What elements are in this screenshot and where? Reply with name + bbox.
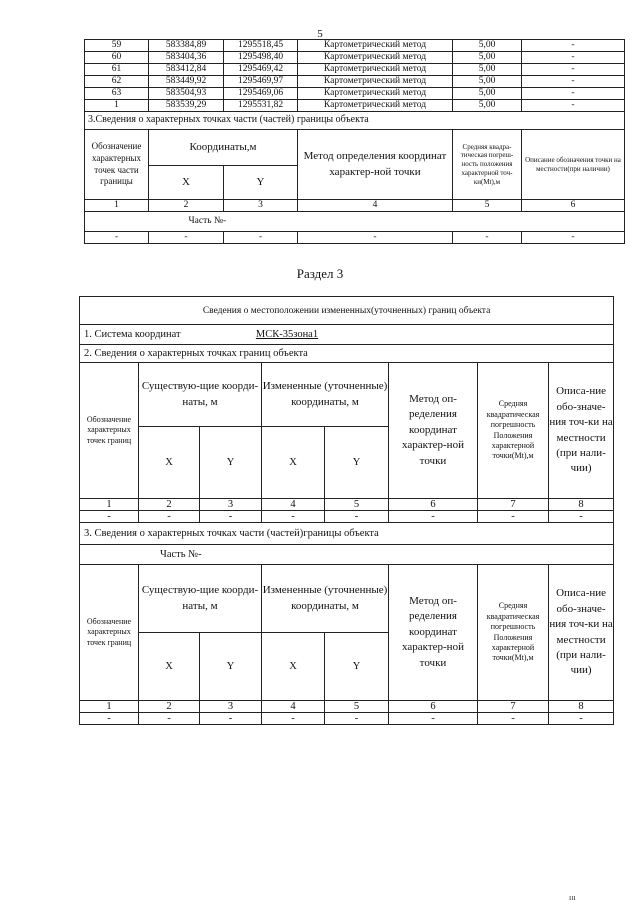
dash-cell: - [139, 713, 200, 725]
table-row [85, 100, 625, 112]
dash-cell: - [298, 232, 453, 244]
header-method: Метод оп-ределения координат характер-ной точки [389, 565, 478, 701]
header-description: Описание обозначения точки на местности(при наличии) [522, 130, 625, 200]
dash-cell: - [389, 713, 478, 725]
cell-mt: 5,00 [453, 88, 522, 100]
col-num: 4 [262, 499, 325, 511]
header-mt: Средняя квадратическая погрешность Положения характерной точки(Мt),м [478, 363, 549, 499]
dash-cell: - [453, 232, 522, 244]
dash-cell: - [478, 511, 549, 523]
section-heading: Раздел 3 [296, 266, 344, 281]
header-y: Y [200, 633, 262, 701]
cell-mt: 5,00 [453, 40, 522, 52]
header-method: Метод оп-ределения координат характер-ной точки [389, 363, 478, 499]
header-x: X [262, 633, 325, 701]
cell-desc: - [522, 64, 625, 76]
cell-desc: - [522, 88, 625, 100]
col-num: 1 [80, 701, 139, 713]
cell-y: 1295469,42 [224, 64, 298, 76]
dash-cell: - [80, 713, 139, 725]
cell-method: Картометрический метод [298, 64, 453, 76]
dash-cell: - [549, 713, 614, 725]
dash-cell: - [200, 713, 262, 725]
cell-x: 583384,89 [149, 40, 224, 52]
cell-n: 61 [85, 64, 149, 76]
cell-x: 583404,36 [149, 52, 224, 64]
dash-cell: - [522, 232, 625, 244]
dash-cell: - [262, 713, 325, 725]
header-x: X [139, 427, 200, 499]
cell-method: Картометрический метод [298, 40, 453, 52]
table-row [85, 76, 625, 88]
table-row [85, 88, 625, 100]
col-num: 7 [478, 701, 549, 713]
header-y: Y [325, 427, 389, 499]
dash-cell: - [80, 511, 139, 523]
page-number: 5 [317, 28, 323, 40]
header-coordinates: Координаты,м [149, 130, 298, 166]
header-description: Описа-ние обо-значе-ния точ-ки на местности (при нали-чии) [549, 565, 614, 701]
col-num: 4 [262, 701, 325, 713]
dash-cell: - [549, 511, 614, 523]
dash-cell: - [139, 511, 200, 523]
header-x: X [139, 633, 200, 701]
cell-method: Картометрический метод [298, 76, 453, 88]
header-x: X [262, 427, 325, 499]
cell-mt: 5,00 [453, 76, 522, 88]
cell-mt: 5,00 [453, 52, 522, 64]
cell-desc: - [522, 40, 625, 52]
footer-mark: ııı [569, 893, 576, 902]
section3-title: 3.Сведения о характерных точках части (частей) границы объекта [85, 112, 625, 130]
cell-y: 1295498,40 [224, 52, 298, 64]
cell-y: 1295469,97 [224, 76, 298, 88]
col-num: 3 [200, 499, 262, 511]
dash-cell: - [325, 511, 389, 523]
table-row [85, 52, 625, 64]
cell-n: 59 [85, 40, 149, 52]
dash-cell: - [85, 232, 149, 244]
characteristic-points-table [84, 39, 625, 244]
cell-mt: 5,00 [453, 100, 522, 112]
cell-method: Картометрический метод [298, 100, 453, 112]
cell-n: 60 [85, 52, 149, 64]
col-num: 2 [149, 200, 224, 212]
part-label: Часть №- [80, 545, 614, 565]
dash-cell: - [224, 232, 298, 244]
cell-n: 63 [85, 88, 149, 100]
col-num: 6 [389, 701, 478, 713]
section2-title: 2. Сведения о характерных точках границ объекта [80, 345, 614, 363]
cell-x: 583539,29 [149, 100, 224, 112]
dash-cell: - [149, 232, 224, 244]
dash-cell: - [478, 713, 549, 725]
col-num: 6 [389, 499, 478, 511]
cell-x: 583449,92 [149, 76, 224, 88]
coordinate-system-row [80, 325, 614, 345]
col-num: 2 [139, 499, 200, 511]
cell-n: 1 [85, 100, 149, 112]
header-y: Y [200, 427, 262, 499]
header-mt: Средняя квадратическая погрешность Положения характерной точки(Мt),м [478, 565, 549, 701]
cell-mt: 5,00 [453, 64, 522, 76]
coordinate-system-label: 1. Система координат [84, 329, 181, 340]
cell-desc: - [522, 52, 625, 64]
changed-boundaries-table [79, 296, 614, 725]
col-num: 3 [224, 200, 298, 212]
cell-method: Картометрический метод [298, 52, 453, 64]
header-oboznachenie: Обозначение характерных точек части границы [85, 130, 149, 200]
col-num: 4 [298, 200, 453, 212]
header-y: Y [224, 166, 298, 200]
col-num: 1 [85, 200, 149, 212]
header-oboznachenie: Обозначение характерных точек границ [80, 363, 139, 499]
col-num: 8 [549, 499, 614, 511]
col-num: 5 [325, 499, 389, 511]
coordinate-system-value: МСК-35зона1 [255, 329, 319, 340]
table-title: Сведения о местоположении измененных(уточненных) границ объекта [80, 297, 614, 325]
dash-cell: - [389, 511, 478, 523]
header-existing-coords: Существую-щие коорди-наты, м [139, 363, 262, 427]
col-num: 5 [325, 701, 389, 713]
header-method: Метод определения координат характер-ной точки [298, 130, 453, 200]
col-num: 5 [453, 200, 522, 212]
cell-y: 1295469,06 [224, 88, 298, 100]
table-row [85, 64, 625, 76]
col-num: 2 [139, 701, 200, 713]
header-oboznachenie: Обозначение характерных точек границ [80, 565, 139, 701]
col-num: 1 [80, 499, 139, 511]
header-mt: Средняя квадра-тическая погреш-ность положения характерной точ-ки(Мt),м [453, 130, 522, 200]
cell-y: 1295531,82 [224, 100, 298, 112]
cell-method: Картометрический метод [298, 88, 453, 100]
header-existing-coords: Существую-щие коорди-наты, м [139, 565, 262, 633]
header-y: Y [325, 633, 389, 701]
col-num: 3 [200, 701, 262, 713]
dash-cell: - [325, 713, 389, 725]
dash-cell: - [200, 511, 262, 523]
header-changed-coords: Измененные (уточненные) координаты, м [262, 565, 389, 633]
cell-desc: - [522, 76, 625, 88]
part-label: Часть №- [149, 212, 625, 232]
cell-x: 583504,93 [149, 88, 224, 100]
cell-n: 62 [85, 76, 149, 88]
col-num: 6 [522, 200, 625, 212]
dash-cell: - [262, 511, 325, 523]
section3-title: 3. Сведения о характерных точках части (частей)границы объекта [80, 523, 614, 545]
header-changed-coords: Измененные (уточненные) координаты, м [262, 363, 389, 427]
table-row [85, 40, 625, 52]
cell-y: 1295518,45 [224, 40, 298, 52]
col-num: 7 [478, 499, 549, 511]
header-description: Описа-ние обо-значе-ния точ-ки на местности (при нали-чии) [549, 363, 614, 499]
cell-desc: - [522, 100, 625, 112]
col-num: 8 [549, 701, 614, 713]
header-x: X [149, 166, 224, 200]
cell-x: 583412,84 [149, 64, 224, 76]
